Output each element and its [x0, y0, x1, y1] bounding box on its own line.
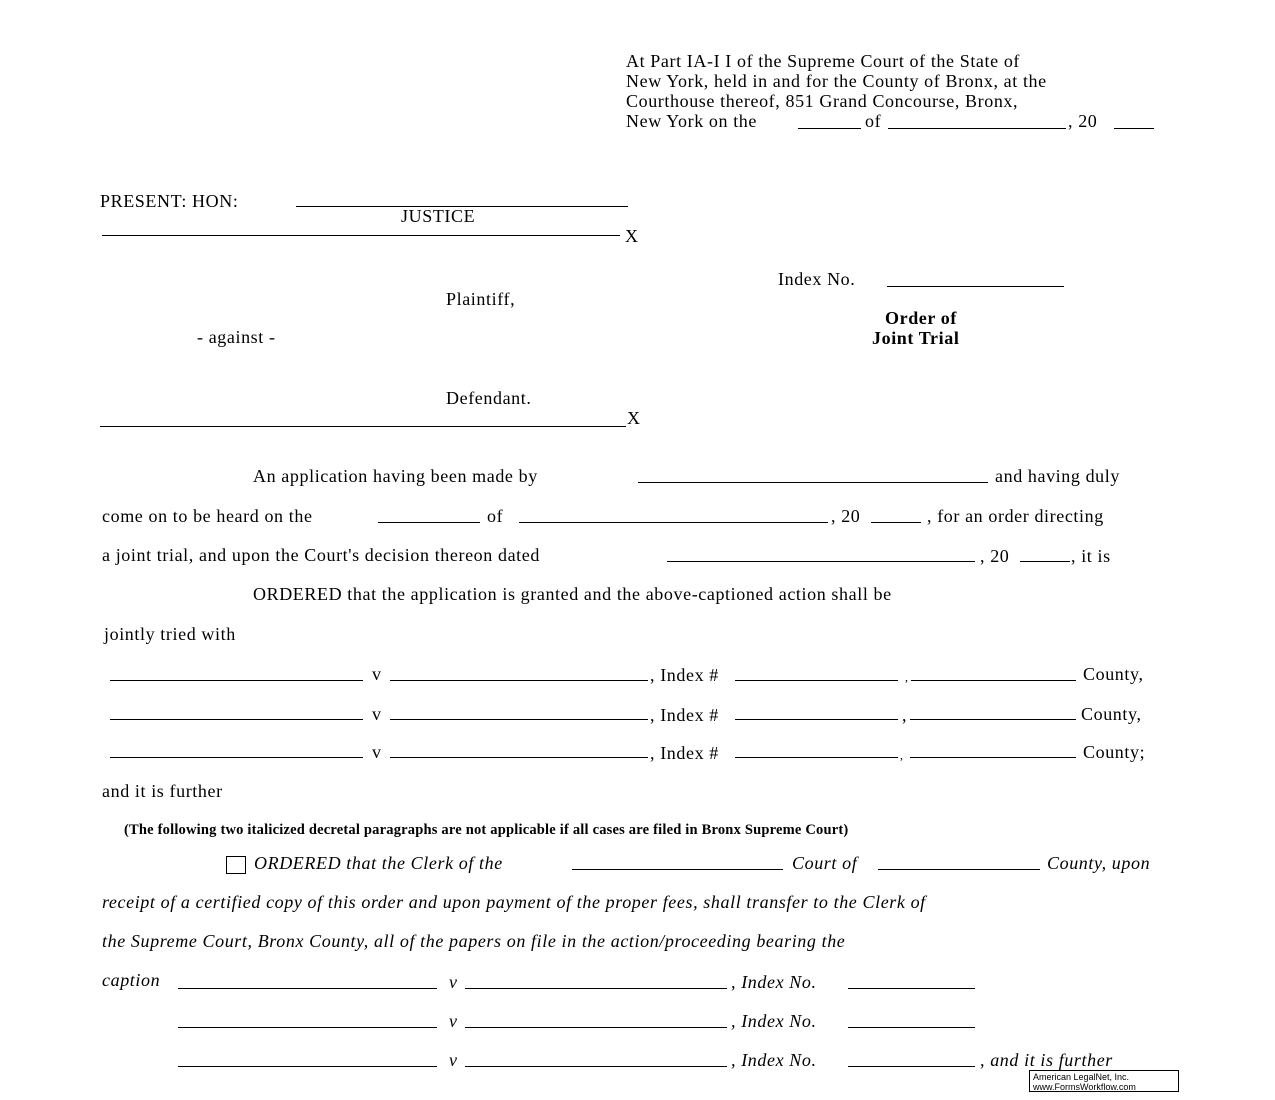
and-it-is-further-text: and it is further [102, 781, 223, 801]
caption-top-rule [102, 235, 620, 236]
jointly-tried-text: jointly tried with [104, 624, 236, 644]
heard-month-blank[interactable] [519, 522, 828, 523]
caption3-index-label: , Index No. [731, 1050, 817, 1070]
case3-v: v [372, 742, 382, 762]
heard-year-text: , 20 [831, 506, 861, 526]
caption3-plaintiff-blank[interactable] [178, 1066, 437, 1067]
case2-comma: , [902, 705, 908, 725]
caption-bottom-x: X [627, 408, 641, 428]
header-line-3: Courthouse thereof, 851 Grand Concourse, Bronx, [626, 91, 1019, 111]
it-is-text: , it is [1071, 546, 1111, 566]
case1-county-label: County, [1083, 664, 1144, 684]
justice-label: JUSTICE [401, 206, 476, 226]
supreme-court-text: the Supreme Court, Bronx County, all of the papers on file in the action/proceeding bearing the [102, 931, 846, 951]
header-line-1: At Part IA-I I of the Supreme Court of the State of [626, 51, 1021, 71]
case3-county-blank[interactable] [910, 757, 1076, 758]
header-of-label: of [865, 111, 882, 131]
case1-plaintiff-blank[interactable] [110, 680, 363, 681]
publisher-footer [1029, 1070, 1179, 1092]
decision-year-text: , 20 [980, 546, 1010, 566]
order-title-line-2: Joint Trial [872, 328, 960, 348]
defendant-label: Defendant. [446, 388, 532, 408]
case3-index-blank[interactable] [735, 757, 898, 758]
caption-bottom-rule [100, 426, 626, 427]
receipt-text: receipt of a certified copy of this order and upon payment of the proper fees, shall transfer to the Clerk of [102, 892, 926, 912]
case3-plaintiff-blank[interactable] [110, 757, 363, 758]
caption-label: caption [102, 970, 161, 990]
case3-defendant-blank[interactable] [390, 757, 648, 758]
present-hon-label: PRESENT: HON: [100, 191, 239, 211]
index-no-label: Index No. [778, 269, 856, 289]
case1-comma: , [905, 670, 909, 684]
caption3-defendant-blank[interactable] [465, 1066, 727, 1067]
case1-county-blank[interactable] [911, 680, 1076, 681]
heard-year-blank[interactable] [871, 522, 921, 523]
header-year-blank[interactable] [1114, 128, 1154, 129]
order-title-line-1: Order of [885, 308, 957, 328]
case1-index-label: , Index # [650, 665, 719, 685]
application-text: An application having been made by [253, 466, 538, 486]
publisher-name: American LegalNet, Inc. [1033, 1072, 1130, 1082]
against-label: - against - [197, 327, 276, 347]
case2-county-blank[interactable] [910, 719, 1076, 720]
caption2-v: v [449, 1011, 458, 1031]
applicability-note: (The following two italicized decretal paragraphs are not applicable if all cases are filed in Bronx Supreme Court) [124, 822, 849, 838]
caption-top-x: X [625, 226, 639, 246]
decision-date-blank[interactable] [667, 561, 975, 562]
header-day-blank[interactable] [798, 128, 861, 129]
ordered-transfer-checkbox[interactable] [226, 856, 246, 874]
heard-day-blank[interactable] [378, 522, 480, 523]
header-month-blank[interactable] [888, 128, 1066, 129]
caption1-plaintiff-blank[interactable] [178, 988, 437, 989]
case1-defendant-blank[interactable] [390, 680, 648, 681]
caption2-index-label: , Index No. [731, 1011, 817, 1031]
index-no-blank[interactable] [887, 286, 1064, 287]
case2-v: v [372, 704, 382, 724]
caption3-index-blank[interactable] [848, 1066, 975, 1067]
county-upon-text: County, upon [1047, 853, 1151, 873]
header-date-label: New York on the [626, 111, 758, 131]
having-duly-text: and having duly [995, 466, 1120, 486]
heard-on-text: come on to be heard on the [102, 506, 313, 526]
header-line-2: New York, held in and for the County of Bronx, at the [626, 71, 1047, 91]
case2-plaintiff-blank[interactable] [110, 719, 363, 720]
applicant-blank[interactable] [638, 482, 988, 483]
caption2-index-blank[interactable] [848, 1027, 975, 1028]
and-it-is-further-italic: , and it is further [980, 1050, 1113, 1070]
decision-year-blank[interactable] [1020, 561, 1070, 562]
order-directing-text: , for an order directing [927, 506, 1104, 526]
caption1-index-label: , Index No. [731, 972, 817, 992]
decision-dated-text: a joint trial, and upon the Court's decision thereon dated [102, 545, 540, 565]
case2-index-label: , Index # [650, 705, 719, 725]
case3-index-label: , Index # [650, 743, 719, 763]
header-year-label: , 20 [1068, 111, 1098, 131]
plaintiff-label: Plaintiff, [446, 289, 516, 309]
transfer-county-blank[interactable] [878, 869, 1040, 870]
case2-county-label: County, [1081, 704, 1142, 724]
caption2-defendant-blank[interactable] [465, 1027, 727, 1028]
case2-index-blank[interactable] [735, 719, 898, 720]
caption3-v: v [449, 1050, 458, 1070]
caption1-defendant-blank[interactable] [465, 988, 727, 989]
court-name-blank[interactable] [572, 869, 783, 870]
case3-county-label: County; [1083, 742, 1146, 762]
caption2-plaintiff-blank[interactable] [178, 1027, 437, 1028]
court-header [626, 51, 1166, 111]
caption1-index-blank[interactable] [848, 988, 975, 989]
court-of-text: Court of [792, 853, 858, 873]
case1-v: v [372, 664, 382, 684]
ordered-clerk-text: ORDERED that the Clerk of the [254, 853, 503, 873]
publisher-url: www.FormsWorkflow.com [1033, 1082, 1136, 1092]
ordered-granted-text: ORDERED that the application is granted and the above-captioned action shall be [253, 584, 892, 604]
caption1-v: v [449, 972, 458, 992]
case3-comma: , [900, 748, 904, 762]
heard-of-text: of [487, 506, 504, 526]
case2-defendant-blank[interactable] [390, 719, 648, 720]
case1-index-blank[interactable] [735, 680, 898, 681]
